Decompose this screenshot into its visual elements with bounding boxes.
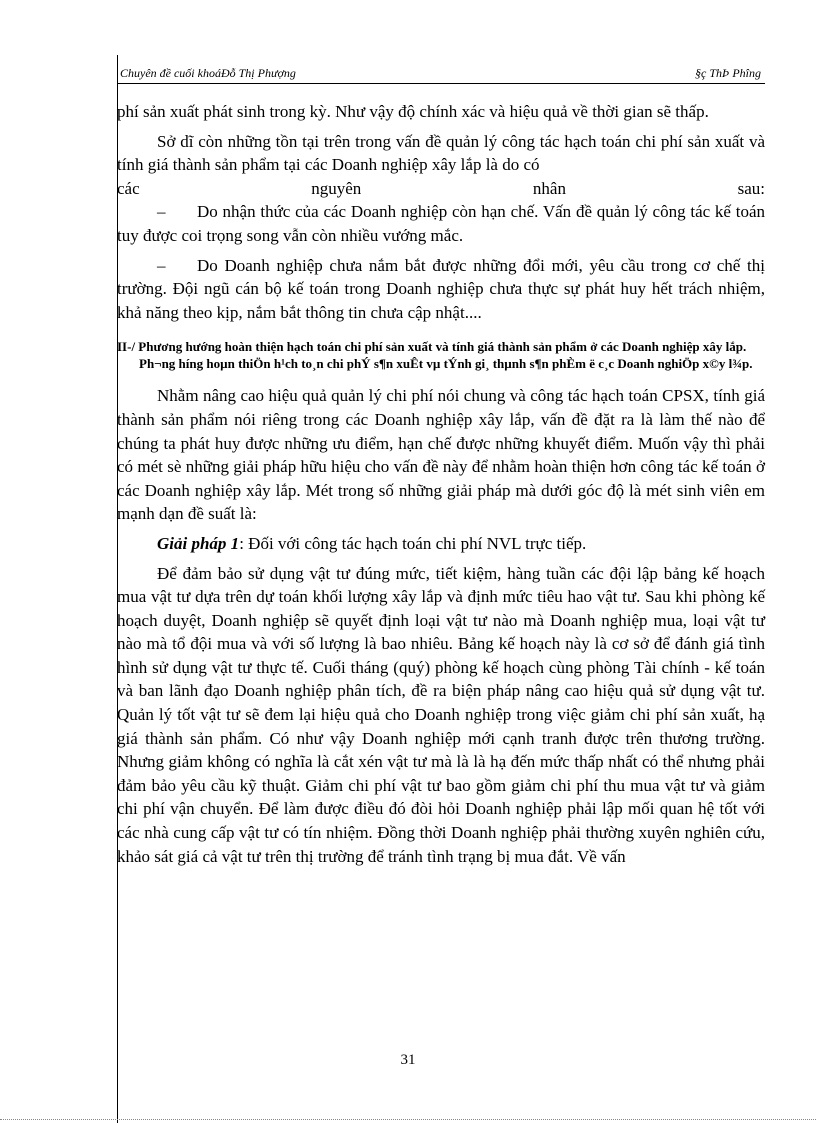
paragraph-reasons-end: các nguyên nhân sau: xyxy=(117,178,765,198)
solution-heading xyxy=(117,532,765,556)
page-number: 31 xyxy=(400,1052,416,1068)
bullet-dash-icon: – xyxy=(157,202,166,222)
header-author: §ç ThÞ Phîng xyxy=(695,66,761,80)
section-heading: II-/ Phương hướng hoàn thiện hạch toán chi phí sản xuất và tính giá thành sản phẩm ở các Doanh nghiệp xây lắp. Ph¬ng híng hoµn thiÖn h¹ch to¸n chi phÝ s¶n xuÊt vµ tÝnh gi¸ thµnh s¶n phÈm ë c¸c Doanh nghiÖp x©y l¾p. xyxy=(117,339,753,372)
paragraph-reasons: Sở dĩ còn những tồn tại trên trong vấn đề quản lý công tác hạch toán chi phí sản xuất và tính giá thành sản phẩm tại các Doanh nghiệp xây lắp là do có xyxy=(117,131,765,175)
bullet-item-2 xyxy=(117,254,765,325)
bullet-dash-icon: – xyxy=(157,255,166,275)
paragraph-solution-1: Để đảm bảo sử dụng vật tư đúng mức, tiết kiệm, hàng tuần các đội lập bảng kế hoạch mua vật tư dựa trên dự toán khối lượng xây lắp và định mức tiêu hao vật tư. Sau khi phòng kế hoạch duyệt, Doanh nghiệp sẽ quyết định loại vật tư nào mà Doanh nghiệp mua, loại vật tư nào mà tổ đội mua và với số lượng là bao nhiêu. Bảng kế hoạch này là cơ sở để đánh giá tình hình sử dụng vật tư thực tế. Cuối tháng (quý) phòng kế hoạch cùng phòng Tài chính - kế toán và ban lãnh đạo Doanh nghiệp phân tích, đề ra biện pháp nâng cao hiệu quả sử dụng vật tư. Quản lý tốt vật tư sẽ đem lại hiệu quả cho Doanh nghiệp trong việc giảm chi phí sản xuất, hạ giá thành sản phẩm. Có như vậy Doanh nghiệp mới cạnh tranh được trên thương trường. Nhưng giảm không có nghĩa là cắt xén vật tư mà là là hạ đến mức thấp nhất có thể nhưng phải đảm bảo yêu cầu kỹ thuật. Giảm chi phí vật tư bao gồm giảm chi phí thu mua vật tư và giảm chi phí vận chuyển. Để làm được điều đó đòi hỏi Doanh nghiệp phải lập mối quan hệ tốt với các nhà cung cấp vật tư có tín nhiệm. Đồng thời Doanh nghiệp phải thường xuyên nghiên cứu, khảo sát giá cả vật tư trên thị trường để tránh tình trạng bị mua đắt. Về vấn xyxy=(117,563,765,866)
paragraph-intro: Nhằm nâng cao hiệu quả quản lý chi phí nói chung và công tác hạch toán CPSX, tính giá thành sản phẩm nói riêng trong các Doanh nghiệp xây lắp, vấn đề đặt ra là làm thế nào để chúng ta phát huy được những ưu điểm, hạn chế được những khuyết điểm. Muốn vậy thì phải có mét sè những giải pháp hữu hiệu cho vấn đề này để nhằm hoàn thiện hơn công tác kế toán ở các Doanh nghiệp xây lắp. Mét trong số những giải pháp mà dưới góc độ là mét sinh viên em mạnh dạn đề suất là: xyxy=(117,386,765,524)
bullet-item-2-text: Do Doanh nghiệp chưa nắm bắt được những đổi mới, yêu cầu trong cơ chế thị trường. Đội ngũ cán bộ kế toán trong Doanh nghiệp chưa thực sự phát huy hết trách nhiệm, khả năng theo kịp, nắm bắt thông tin chưa cập nhật.... xyxy=(117,255,765,322)
solution-label: Giải pháp 1 xyxy=(157,533,240,553)
bullet-item-1 xyxy=(117,200,765,247)
running-header xyxy=(117,62,765,84)
solution-title: : Đối với công tác hạch toán chi phí NVL trực tiếp. xyxy=(239,533,587,553)
paragraph-continuation: phí sản xuất phát sinh trong kỳ. Như vậy độ chính xác và hiệu quả về thời gian sẽ thấp. xyxy=(117,102,709,121)
document-body xyxy=(117,100,765,868)
footer-divider xyxy=(0,1119,816,1120)
header-title: Chuyên đề cuối khoáĐỗ Thị Phượng xyxy=(120,66,296,80)
bullet-item-1-text: Do nhận thức của các Doanh nghiệp còn hạn chế. Vấn đề quản lý công tác kế toán tuy được coi trọng song vẫn còn nhiều vướng mắc. xyxy=(117,202,765,245)
